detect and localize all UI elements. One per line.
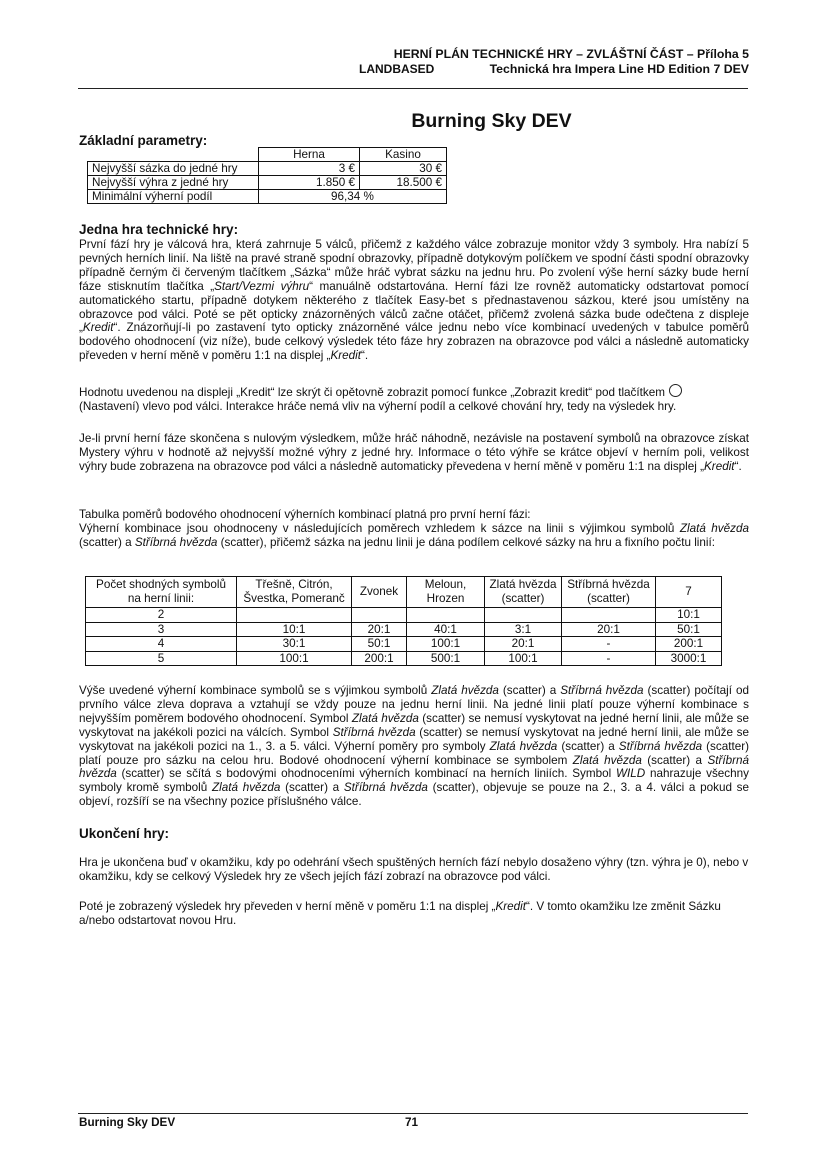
header-subtitle: Technická hra Impera Line HD Edition 7 DEV: [489, 62, 749, 76]
paytable-header: Zvonek: [352, 577, 407, 608]
paytable-header: Zlatá hvězda (scatter): [485, 577, 562, 608]
rtp-value: 96,34 %: [259, 190, 447, 204]
paytable-header-row: [86, 577, 722, 608]
header-title: HERNÍ PLÁN TECHNICKÉ HRY – ZVLÁŠTNÍ ČÁST – Příloha 5: [393, 47, 749, 61]
paragraph-mystery-win: Je-li první herní fáze skončena s nulovým výsledkem, může hráč náhodně, nezávisle na postavení symbolů na obrazovce získat Mystery výhru v hodnotě až nejvyšší možné výhry z jedné hry. Informace o této výhře se krátce objeví v herním poli, velikost výhry bude zobrazena na obrazovce pod válci a následně automaticky převedena v herní měně v poměru 1:1 na displej „Kredit“.: [79, 432, 749, 473]
section-heading-end: Ukončení hry:: [79, 826, 170, 841]
table-row: Nejvyšší výhra z jedné hry 1.850 € 18.500 €: [88, 176, 447, 190]
gear-icon: [669, 384, 682, 397]
header-landbased: LANDBASED: [359, 62, 435, 76]
paragraph-paytable-title: Tabulka poměrů bodového ohodnocení výherních kombinací platná pro první herní fázi:: [79, 508, 531, 521]
document-title: Burning Sky DEV: [411, 110, 572, 132]
table-row: 3 10:1 20:1 40:1 3:1 20:1 50:1: [86, 622, 722, 637]
table-row: 5 100:1 200:1 500:1 100:1 - 3000:1: [86, 651, 722, 666]
footer-title: Burning Sky DEV: [79, 1116, 176, 1129]
paytable: [85, 576, 722, 666]
paytable-header: Počet shodných symbolů na herní linii:: [86, 577, 237, 608]
basic-params-table: [87, 147, 447, 204]
section-heading-game: Jedna hra technické hry:: [79, 222, 239, 237]
table-row: 4 30:1 50:1 100:1 20:1 - 200:1: [86, 637, 722, 652]
paytable-header: Meloun, Hrozen: [407, 577, 485, 608]
table-row: Nejvyšší sázka do jedné hry 3 € 30 €: [88, 162, 447, 176]
basic-params-heading: Základní parametry:: [79, 133, 208, 148]
table-row: Minimální výherní podíl 96,34 %: [88, 190, 447, 204]
paragraph-paytable-rules: Výše uvedené výherní kombinace symbolů se s výjimkou symbolů Zlatá hvězda (scatter) a Stříbrná hvězda (scatter) počítají od prvního válce zleva doprava a vztahují se vždy pouze na jednu herní linii. Na jedné linii platí pouze výherní kombinace s nejvyšším poměrem bodového ohodnocení. Symbol Zlatá hvězda (scatter) se nemusí vyskytovat na jedné herní linii, ale může se vyskytovat na jakékoli pozici na válcích. Symbol Stříbrná hvězda (scatter) se nemusí vyskytovat na jedné herní linii, ale může se vyskytovat na jakékoli pozici na 1., 3. a 5. válci. Výherní poměry pro symboly Zlatá hvězda (scatter) a Stříbrná hvězda (scatter) platí pouze pro sázku na celou hru. Bodové ohodnocení výherní kombinace se symbolem Zlatá hvězda (scatter) a Stříbrná hvězda (scatter) se sčítá s bodovými ohodnoceními výherních kombinací na herních liniích. Symbol WILD nahrazuje všechny symboly kromě symbolů Zlatá hvězda (scatter) a Stříbrná hvězda (scatter), objevuje se pouze na 2., 3. a 4. válci a pokud se objeví, rozšíří se na všechny pozice příslušného válce.: [79, 684, 750, 809]
paytable-header: Třešně, Citrón, Švestka, Pomeranč: [237, 577, 352, 608]
footer-divider: [78, 1113, 748, 1114]
paytable-header: Stříbrná hvězda (scatter): [562, 577, 656, 608]
paragraph-game-intro: První fází hry je válcová hra, která zahrnuje 5 válců, přičemž z každého válce zobrazuje monitor vždy 3 symboly. Hra nabízí 5 pevných herních linií. Na liště na pravé straně spodní obrazovky, případně dotykovým políčkem ve spodní části spodní obrazovky případně černým či červeným tlačítkem „Sázka“ může hráč vybrat sázku na jednu hru. Po zvolení výše herní sázky bude herní fáze stisknutím tlačítka „Start/Vezmi výhru“ manuálně odstartována. Herní fázi lze rovněž automaticky odstartovat pomocí automatického startu, případně dotykem některého z tlačítek Easy-bet s přednastavenou sázkou, které jsou umístěny na obrazovce pod válci. Poté se pět opticky znázorněných válců začne otáčet, přičemž zvolená sázka bude odečtena z displeje „Kredit“. Znázorňují-li po zastavení tyto opticky znázorněné válce jednu nebo více kombinací uvedených v tabulce poměrů bodového ohodnocení (viz níže), bude celkový výsledek této fáze hry zobrazen na obrazovce pod válci a následně automaticky převeden v herní měně v poměru 1:1 na displej „Kredit“.: [79, 238, 749, 363]
paragraph-credit-display: Hodnotu uvedenou na displeji „Kredit“ lze skrýt či opětovně zobrazit pomocí funkce „Zobrazit kredit“ pod tlačítkem (Nastavení) vlevo pod válci. Interakce hráče nemá vliv na výherní podíl a celkové chování hry, tedy na výsledek hry.: [79, 384, 749, 414]
page-number: 71: [405, 1116, 419, 1129]
table-row: 2 10:1: [86, 608, 722, 623]
paragraph-paytable-intro: Výherní kombinace jsou ohodnoceny v následujících poměrech vzhledem k sázce na linii s výjimkou symbolů Zlatá hvězda (scatter) a Stříbrná hvězda (scatter), přičemž sázka na jednu linii je dána podílem celkové sázky na hru a fixního počtu linií:: [79, 522, 749, 549]
paytable-header: 7: [656, 577, 722, 608]
header-divider: [78, 88, 748, 89]
col-header-kasino: Kasino: [360, 148, 447, 162]
col-header-herna: Herna: [259, 148, 360, 162]
paragraph-credit-transfer: Poté je zobrazený výsledek hry převeden v herní měně v poměru 1:1 na displej „Kredit“. V tomto okamžiku lze změnit Sázku a/nebo odstartovat novou Hru.: [79, 900, 721, 927]
paragraph-game-end: Hra je ukončena buď v okamžiku, kdy po odehrání všech spuštěných herních fází nebylo dosaženo výhry (tzn. výhra je 0), nebo v okamžiku, kdy se celkový Výsledek hry ze všech jejích fází zobrazí na obrazovce pod válci.: [79, 856, 749, 883]
